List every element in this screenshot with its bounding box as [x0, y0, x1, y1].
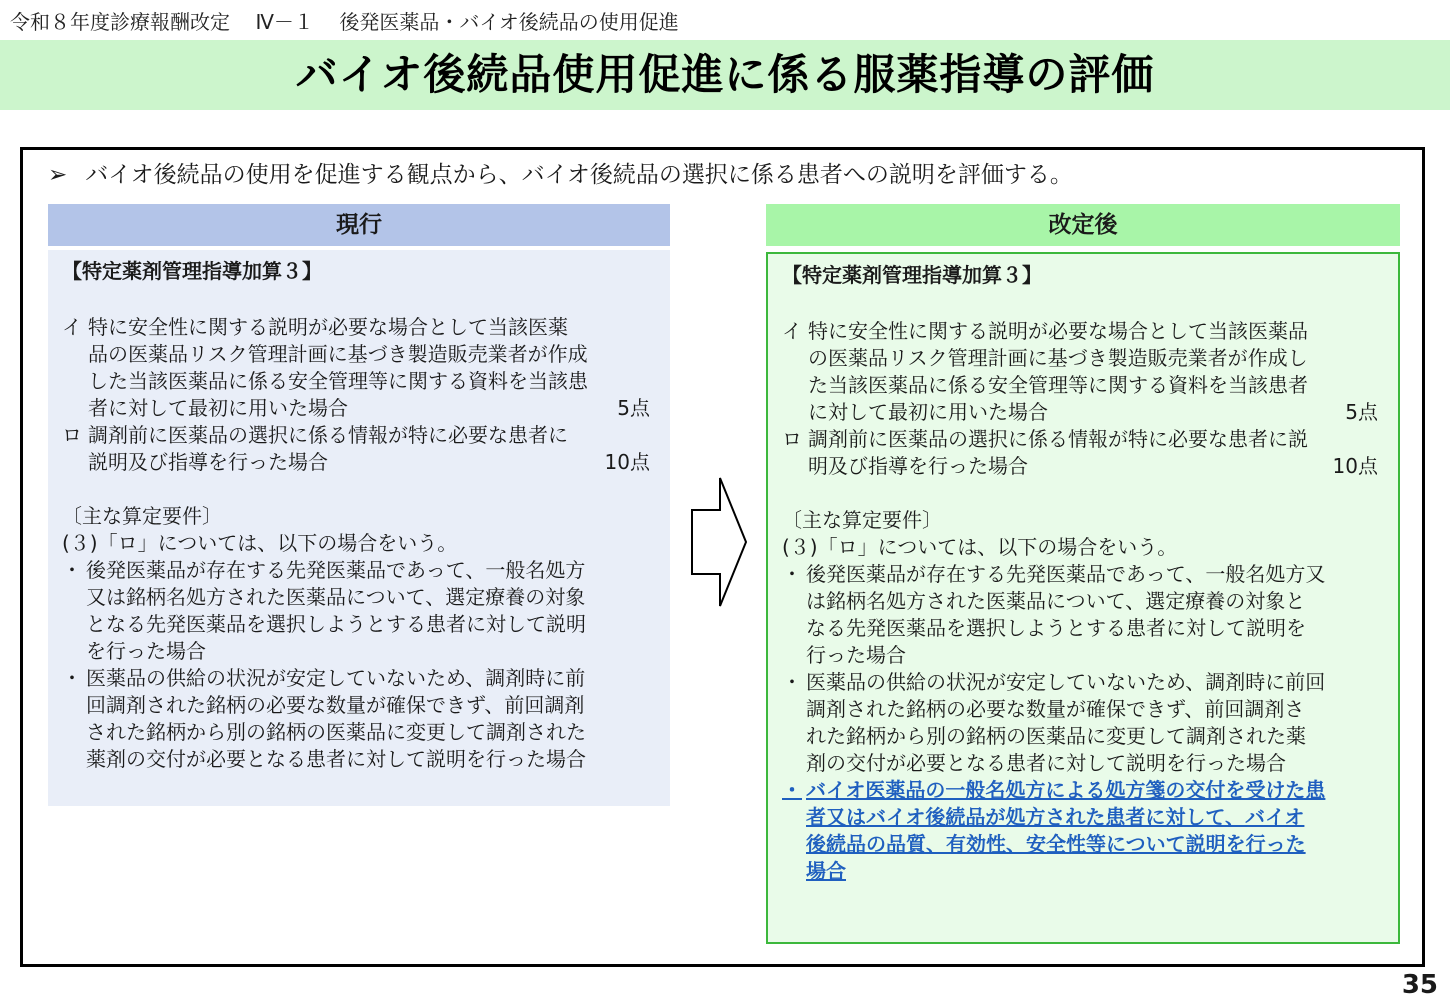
- intro-text: バイオ後続品の使用を促進する観点から、バイオ後続品の選択に係る患者への説明を評価する。: [85, 162, 1073, 188]
- revised-item-ro-line: 調剤前に医薬品の選択に係る情報が特に必要な患者に説: [808, 427, 1308, 451]
- current-item-ro-line: 説明及び指導を行った場合: [88, 450, 328, 474]
- revised-panel: [766, 252, 1400, 944]
- page-title: バイオ後続品使用促進に係る服薬指導の評価: [295, 50, 1155, 99]
- intro-bullet-icon: ➢: [48, 162, 68, 188]
- current-bullet-2-line: された銘柄から別の銘柄の医薬品に変更して調剤された: [86, 720, 586, 744]
- revised-heading: 改定後: [766, 204, 1400, 246]
- revised-bullet-1: [782, 561, 1384, 669]
- revised-bullet-1-line: は銘柄名処方された医薬品について、選定療養の対象と: [806, 589, 1306, 613]
- current-section-title: 【特定薬剤管理指導加算３】: [62, 259, 322, 283]
- header-revision: 令和８年度診療報酬改定: [10, 10, 230, 34]
- revised-bullet-2-line: れた銘柄から別の銘柄の医薬品に変更して調剤された薬: [806, 724, 1306, 748]
- current-heading: 現行: [48, 204, 670, 246]
- current-bullet-2-line: 回調剤された銘柄の必要な数量が確保できず、前回調剤: [86, 693, 585, 717]
- current-item-ro-mark: ロ: [62, 423, 82, 447]
- revised-bullet-3-line: バイオ医薬品の一般名処方による処方箋の交付を受けた患: [806, 778, 1326, 802]
- revised-bullet-3-line: 場合: [806, 859, 846, 883]
- current-requirements-intro: (３)「ロ」については、以下の場合をいう。: [62, 531, 458, 555]
- current-panel: [48, 250, 670, 806]
- current-item-i-mark: イ: [62, 315, 82, 339]
- current-item-i-points: 5点: [617, 396, 650, 420]
- page-number: 35: [1401, 970, 1438, 1000]
- current-item-i-line: 特に安全性に関する説明が必要な場合として当該医薬: [88, 315, 568, 339]
- current-requirements-title: 〔主な算定要件〕: [62, 504, 222, 528]
- current-bullet-1-line: 後発医薬品が存在する先発医薬品であって、一般名処方: [86, 558, 586, 582]
- bullet-dot-icon: ・: [782, 562, 802, 586]
- revised-bullet-1-line: なる先発医薬品を選択しようとする患者に対して説明を: [806, 616, 1306, 640]
- right-arrow-icon: [690, 476, 750, 608]
- current-item-i-line: 者に対して最初に用いた場合: [88, 396, 348, 420]
- intro-line: [48, 156, 1073, 189]
- revised-item-i-line: に対して最初に用いた場合: [808, 400, 1048, 424]
- revised-bullet-2-line: 調剤された銘柄の必要な数量が確保できず、前回調剤さ: [806, 697, 1305, 721]
- revised-item-i-points: 5点: [1345, 400, 1378, 424]
- bullet-dot-icon: ・: [782, 778, 802, 802]
- header-line: [10, 6, 679, 35]
- current-bullet-1-line: を行った場合: [86, 639, 206, 663]
- revised-bullet-2: [782, 669, 1384, 777]
- current-bullet-1-line: 又は銘柄名処方された医薬品について、選定療養の対象: [86, 585, 586, 609]
- revised-bullet-3-line: 後続品の品質、有効性、安全性等について説明を行った: [806, 832, 1306, 856]
- revised-bullet-1-line: 行った場合: [806, 643, 906, 667]
- revised-item-i: [782, 318, 1384, 426]
- bullet-dot-icon: ・: [782, 670, 802, 694]
- revised-item-i-line: 特に安全性に関する説明が必要な場合として当該医薬品: [808, 319, 1308, 343]
- bullet-dot-icon: ・: [62, 666, 82, 690]
- current-bullet-1: [62, 557, 656, 665]
- bullet-dot-icon: ・: [62, 558, 82, 582]
- revised-item-i-line: た当該医薬品に係る安全管理等に関する資料を当該患者: [808, 373, 1308, 397]
- current-item-ro-points: 10点: [604, 450, 650, 474]
- header-topic: 後発医薬品・バイオ後続品の使用促進: [339, 10, 679, 34]
- revised-bullet-2-line: 医薬品の供給の状況が安定していないため、調剤時に前回: [806, 670, 1326, 694]
- revised-item-ro: [782, 426, 1384, 480]
- revised-bullet-3-new: [782, 777, 1384, 885]
- revised-item-i-mark: イ: [782, 319, 802, 343]
- revised-bullet-3-line: 者又はバイオ後続品が処方された患者に対して、バイオ: [806, 805, 1305, 829]
- revised-item-ro-line: 明及び指導を行った場合: [808, 454, 1028, 478]
- revised-section-title: 【特定薬剤管理指導加算３】: [782, 263, 1042, 287]
- revised-bullet-1-line: 後発医薬品が存在する先発医薬品であって、一般名処方又: [806, 562, 1326, 586]
- header-section: Ⅳ－１: [255, 10, 314, 34]
- revised-requirements-title: 〔主な算定要件〕: [782, 508, 942, 532]
- current-item-ro: [62, 422, 656, 476]
- current-item-i: [62, 314, 656, 422]
- revised-requirements-intro: (３)「ロ」については、以下の場合をいう。: [782, 535, 1178, 559]
- revised-item-i-line: の医薬品リスク管理計画に基づき製造販売業者が作成し: [808, 346, 1308, 370]
- revised-item-ro-points: 10点: [1332, 454, 1378, 478]
- current-bullet-2: [62, 665, 656, 773]
- current-item-i-line: した当該医薬品に係る安全管理等に関する資料を当該患: [88, 369, 588, 393]
- current-bullet-2-line: 薬剤の交付が必要となる患者に対して説明を行った場合: [86, 747, 586, 771]
- revised-item-ro-mark: ロ: [782, 427, 802, 451]
- current-bullet-2-line: 医薬品の供給の状況が安定していないため、調剤時に前: [86, 666, 586, 690]
- current-item-ro-line: 調剤前に医薬品の選択に係る情報が特に必要な患者に: [88, 423, 568, 447]
- current-item-i-line: 品の医薬品リスク管理計画に基づき製造販売業者が作成: [88, 342, 588, 366]
- revised-bullet-2-line: 剤の交付が必要となる患者に対して説明を行った場合: [806, 751, 1286, 775]
- current-bullet-1-line: となる先発医薬品を選択しようとする患者に対して説明: [86, 612, 586, 636]
